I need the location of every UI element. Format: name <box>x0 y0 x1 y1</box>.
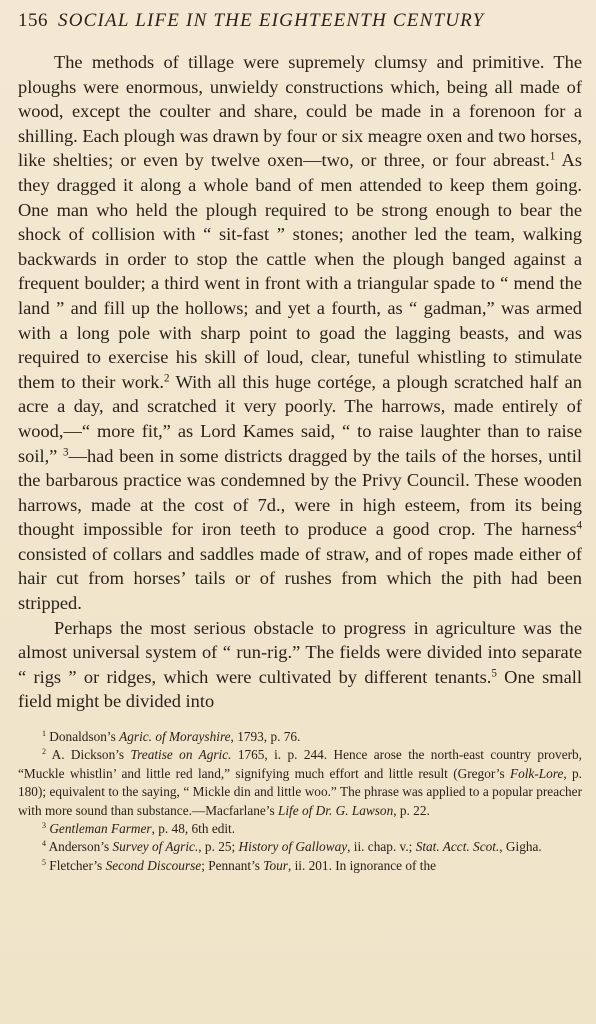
text-run: , p. 22. <box>393 802 430 818</box>
citation-title: Life of Dr. G. Lawson <box>277 802 394 818</box>
text-run: , ii. 201. In ignorance of the <box>287 857 437 873</box>
text-run: , Gigha. <box>499 839 542 855</box>
footnote-ref-5: 5 <box>491 667 497 680</box>
paragraph-tillage <box>18 50 582 616</box>
citation-title: Treatise on Agric. <box>130 747 232 763</box>
citation-title: Tour <box>263 857 288 873</box>
footnote-ref-4: 4 <box>576 519 582 532</box>
citation-title: Agric. of Morayshire <box>119 729 231 745</box>
footnote-mark: 3 <box>42 821 46 831</box>
text-run: One small field might be divided into <box>18 666 582 712</box>
text-run: , ii. chap. v.; <box>347 839 416 855</box>
footnote-mark: 2 <box>42 747 46 757</box>
citation-title: Folk-Lore <box>509 765 564 781</box>
text-run: , p. 25; <box>198 839 239 855</box>
running-title: SOCIAL LIFE IN THE EIGHTEENTH CENTURY <box>58 10 485 31</box>
text-run: , p. 180); equivalent to the saying, “ Mickle din and little woo.” The phrase was applied to a popular preacher with more sound than substance.—Macfarlane’s <box>18 765 583 818</box>
footnote-5 <box>18 857 582 875</box>
footnote-1 <box>18 728 582 746</box>
text-run: consisted of collars and saddles made of straw, and of ropes made either of hair cut from horses’ tails or of rushes from which the pith had been stripped. <box>18 543 582 614</box>
body-text <box>18 50 582 714</box>
footnote-4 <box>18 838 582 856</box>
text-run: Fletcher’s <box>45 857 106 873</box>
footnote-mark: 4 <box>42 839 46 849</box>
footnote-mark: 5 <box>42 858 46 868</box>
text-run: A. Dickson’s <box>45 747 131 763</box>
text-run: ; Pennant’s <box>201 857 264 873</box>
text-run: As they dragged it along a whole band of men attended to keep them going. One man who held the plough required to be strong enough to bear the shock of collision with “ sit-fast ” stones; another led the team, walking backwards in order to stop the cattle when the plough banged against a frequent boulder; a third went in front with a triangular spade to “ mend the land ” and fill up the hollows; and yet a fourth, as “ gadman,” was armed with a long pole with sharp point to goad the lagging beasts, and was required to exercise his skill of loud, clear, tuneful whistling to stimulate them to their work. <box>18 150 582 392</box>
text-run: With all this huge cortége, a plough scratched half an acre a day, and scratched it very poorly. The harrows, made entirely of wood,—“ more fit,” as Lord Kames said, “ to raise laughter than to raise soil,” <box>18 371 582 466</box>
citation-title: History of Galloway <box>238 839 348 855</box>
footnote-ref-3: 3 <box>63 445 69 458</box>
footnote-ref-1: 1 <box>549 150 556 163</box>
footnote-3 <box>18 820 582 838</box>
citation-title: Second Discourse <box>105 857 202 873</box>
text-run: 1765, i. p. 244. Hence arose the north-east country proverb, “Muckle whistlin’ and little red land,” signifying much effort and little result (Gregor’s <box>18 747 582 781</box>
citation-title: Survey of Agric. <box>112 839 199 855</box>
text-run: Anderson’s <box>45 839 113 855</box>
citation-title: Stat. Acct. Scot. <box>415 839 500 855</box>
footnote-mark: 1 <box>42 729 46 739</box>
text-run: , 1793, p. 76. <box>230 729 301 745</box>
text-run: —had been in some districts dragged by the tails of the horses, until the barbarous practice was condemned by the Privy Council. These wooden harrows, made at the cost of 7d., were in high esteem, from its being thought impossible for iron teeth to produce a good crop. The harness <box>18 445 582 540</box>
footnote-2 <box>18 746 582 820</box>
citation-title: Gentleman Farmer <box>49 821 152 837</box>
running-head <box>18 10 582 40</box>
paragraph-run-rig <box>18 616 582 714</box>
text-run: , p. 48, 6th edit. <box>151 821 236 837</box>
text-run: Donaldson’s <box>45 729 120 745</box>
footnote-ref-2: 2 <box>164 372 170 385</box>
text-run: Perhaps the most serious obstacle to progress in agriculture was the almost universal system of “ run-rig.” The fields were divided into separate “ rigs ” or ridges, which were cultivated by different tenants. <box>18 617 582 687</box>
page-number: 156 <box>18 10 48 31</box>
text-run: The methods of tillage were supremely clumsy and primitive. The ploughs were enormous, unwieldy constructions which, being all made of wood, except the coulter and share, could be made in a forenoon for a shilling. Each plough was drawn by four or six meagre oxen and two horses, like shelties; or even by twelve oxen—two, or three, or four abreast. <box>18 52 582 171</box>
footnotes <box>18 728 582 875</box>
